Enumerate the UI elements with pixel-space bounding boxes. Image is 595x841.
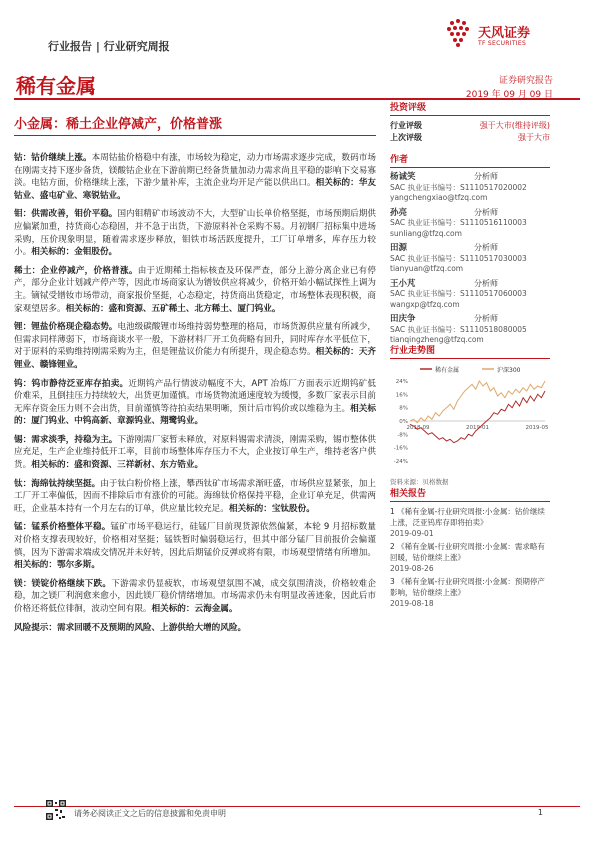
rating-section xyxy=(390,100,550,144)
related-stocks: 相关标的：盛和资源、三祥新材、东方锆业。 xyxy=(31,460,204,471)
rating-row: 上次评级 强于大市 xyxy=(390,133,550,142)
author-name: 王小芃 xyxy=(390,278,416,289)
author-license: SAC 执业证书编号：S1110518080005 xyxy=(390,324,527,334)
author-email[interactable]: sunliang@tfzq.com xyxy=(390,228,462,238)
y-tick-label: -8% xyxy=(397,432,408,439)
related-title: 相关报告 xyxy=(390,486,550,502)
related-report[interactable] xyxy=(390,506,550,539)
x-tick-label: 2019-05 xyxy=(525,425,549,431)
author-role: 分析师 xyxy=(474,314,498,323)
y-tick-label: 8% xyxy=(399,405,408,412)
page-number: 1 xyxy=(537,808,543,817)
trend-chart xyxy=(390,363,550,473)
series-line xyxy=(410,381,545,423)
headline: 小金属：稀土企业停减产，价格普涨 xyxy=(14,117,223,132)
author-role: 分析师 xyxy=(474,278,498,288)
chart-section xyxy=(390,343,550,486)
related-stocks: 相关标的：厦门钨业、中钨高新、章源钨业、翔鹭钨业。 xyxy=(14,403,376,427)
authors-title: 作者 xyxy=(390,152,550,168)
logo-subtext: TF SECURITIES xyxy=(478,40,527,47)
related-report-date: 2019-09-01 xyxy=(390,529,434,538)
paragraph-text: 下游刚需厂家暂未释放，对原料锡需求清淡，刚需采购，锡市整体供应充足，生产企业维持低开工率，目前市场整体库存压力不大，企业按订单生产，维持老客户供货。 xyxy=(14,434,376,471)
rating-title: 投资评级 xyxy=(390,100,550,116)
body-paragraph xyxy=(14,152,376,202)
related-stocks: 相关标的：华友钴业、盛屯矿业、寒锐钴业。 xyxy=(14,178,376,201)
related-report-date: 2019-08-18 xyxy=(390,599,434,608)
report-date: 2019 年 09 月 09 日 xyxy=(465,90,553,100)
author-license: SAC 执业证书编号：S1110517020002 xyxy=(390,182,527,192)
paragraph-lead: 锂：锂盐价格现企稳态势。 xyxy=(14,322,118,333)
paragraph-lead: 镁：镁锭价格继续下跌。 xyxy=(14,578,112,589)
body-paragraph xyxy=(14,378,376,428)
body-paragraph xyxy=(14,321,376,371)
paragraph-lead: 稀土：企业停减产，价格普涨。 xyxy=(14,265,138,276)
author-license: SAC 执业证书编号：S1110517030003 xyxy=(390,253,527,263)
author-entry xyxy=(390,243,550,275)
logo-text: 天风证券 xyxy=(478,26,531,41)
chart-source: 资料来源：贝格数据 xyxy=(390,478,449,486)
rating-row: 行业评级 强于大市(维持评级) xyxy=(390,121,550,130)
paragraph-lead: 锰：锰系价格整体平稳。 xyxy=(14,522,111,533)
body-text xyxy=(14,152,376,640)
y-tick-label: 24% xyxy=(395,379,408,385)
related-report-title[interactable]: 3 《稀有金属-行业研究周报:小金属：预期停产影响，钴价继续上涨》 xyxy=(390,577,545,597)
author-email[interactable]: wangxp@tfzq.com xyxy=(390,299,460,309)
paragraph-text: 锰矿市场平稳运行，硅锰厂目前现货源依然偏紧，本轮 9 月招标数量对价格支撑表现较好，价格相对坚挺；锰铁暂时偏弱稳运行，但其中部分锰厂目前报价会偏谨慎，因为下游需求端成交情况并未好转，因此后期锰价反弹或将有限，市场观望情绪有所增加。 xyxy=(14,522,376,558)
industry-title: 稀有金属 xyxy=(16,74,96,98)
author-entry xyxy=(390,208,550,240)
author-license: SAC 执业证书编号：S1110517060003 xyxy=(390,289,527,298)
author-entry xyxy=(390,172,550,204)
series-line xyxy=(410,391,545,443)
author-role: 分析师 xyxy=(474,207,498,217)
footer-disclaimer: 请务必阅读正文之后的信息披露和免责申明 xyxy=(74,809,226,818)
author-name: 孙亮 xyxy=(390,207,408,218)
x-tick-label: 2019-01 xyxy=(466,425,489,431)
risk-lead: 风险提示： xyxy=(14,622,57,633)
author-name: 杨诚笑 xyxy=(390,172,416,182)
author-entry xyxy=(390,314,550,346)
related-section xyxy=(390,486,550,611)
author-email[interactable]: tianqingzheng@tfzq.com xyxy=(390,335,484,344)
paragraph-text: 由于近期稀土指标核查及环保严查，部分上游分离企业已有停产，部分企业计划减产停产等，因此市场商家认为镨钕供应将减少，价格开始小幅试探性上调为主。镝铽受镨钕市场带动，商家报价坚挺，心态稳定，持货商出货稳定，市场整体表现积极，商家观望居多。 xyxy=(14,265,376,314)
paragraph-text: 近期钨产品行情波动幅度不大，APT 冶炼厂方面表示近期钨矿低价难采，且倒挂压力持续较大，出货更加谨慎。市场货物流通速度较为缓慢，多数厂家表示目前无库存资金压力则不会出货，目前谨慎等待拍卖结果明晰，预计后市钨价或以维稳为主。 xyxy=(14,378,376,414)
paragraph-text: 电池级碳酸锂市场维持弱势整理的格局，市场货源供应量有所减少，但需求同样薄弱下，市场商谈水平一般，下游材料厂开工负荷略有回升，同时库存水平低位下，对于原料的采购维持刚需采购为主，但是锂盐议价能力有所提升，现企稳态势。 xyxy=(14,322,376,358)
related-stocks: 相关标的：天齐锂业、赣锋锂业。 xyxy=(14,347,376,370)
body-paragraph xyxy=(14,208,376,258)
legend-label: 稀有金属 xyxy=(435,367,460,374)
x-tick-label: 2018-09 xyxy=(406,425,430,431)
paragraph-lead: 钴：钴价继续上涨。 xyxy=(14,153,92,163)
paragraph-text: 国内钼精矿市场波动不大，大型矿山长单价格坚挺，市场预期后期供应偏紧加重，持货商心态稳固，并不急于出货，下游原料补仓采购不易。月初钢厂招标集中进场采购，压价现象明显，随着需求逐步释放，钼铁市场活跃度提升，工厂订单增多，库存压力较小。 xyxy=(14,209,376,258)
risk-text: 需求回暖不及预期的风险、上游供给大增的风险。 xyxy=(56,622,247,633)
y-tick-label: 0% xyxy=(399,419,408,425)
author-role: 分析师 xyxy=(474,172,498,181)
report-type: 证券研究报告 xyxy=(498,76,553,86)
paragraph-lead: 钨：钨市静待泛亚库存拍卖。 xyxy=(14,378,129,389)
author-license: SAC 执业证书编号：S1110516110003 xyxy=(390,218,527,227)
author-email[interactable]: tianyuan@tfzq.com xyxy=(390,264,464,273)
risk-warning xyxy=(14,622,376,635)
paragraph-lead: 锡：需求淡季，持稳为主。 xyxy=(14,434,118,445)
body-paragraph xyxy=(14,478,376,516)
body-paragraph xyxy=(14,265,376,315)
y-tick-label: -16% xyxy=(393,445,408,452)
logo-mark-icon xyxy=(444,18,472,48)
y-tick-label: -24% xyxy=(393,459,408,465)
qr-code-icon xyxy=(46,800,66,820)
author-email[interactable]: yangchengxiao@tfzq.com xyxy=(390,193,488,202)
paragraph-text: 本周钴盐价格稳中有涨，市场较为稳定，动力市场需求逐步完成，数码市场在刚需支持下逐步备货，镁酸钴企业在下游前期已经备货量加动力需求尚且平稳的影响下交易寡淡。电钴方面，价格继续上涨，下游少量补库，主流企业均开足产能以供出口。 xyxy=(14,153,376,189)
paragraph-text: 下游需求仍显疲软，市场观望氛围不减，成交氛围清淡，价格较难企稳，加之镁厂利润愈来愈小，因此镁厂稳价情绪增加。市场需求仍未有明显改善迹象，因此后市价格还将低位徘徊，波动空间有限。 xyxy=(14,578,376,614)
paragraph-lead: 钼：供需改善，钼价平稳。 xyxy=(14,209,118,220)
related-stocks: 相关标的：鄂尔多斯。 xyxy=(14,560,100,571)
legend-label: 沪深300 xyxy=(497,367,521,374)
authors-section xyxy=(390,152,550,350)
paragraph-text: 由于钛白粉价格上涨，攀西钛矿市场需求渐旺盛，市场供应显紧张，加上工厂开工率偏低，因而不排除后市有涨价的可能。海绵钛价格保持平稳，企业订单充足，供需两旺，企业基本持有一个月左右的订单，供应量比较充足。 xyxy=(14,478,376,514)
related-stocks: 相关标的：宝钛股份。 xyxy=(228,503,315,514)
related-report[interactable] xyxy=(390,541,550,574)
body-paragraph xyxy=(14,578,376,616)
related-report-title[interactable]: 1 《稀有金属-行业研究周报:小金属：钴价继续上涨，泛亚钨库存即将拍卖》 xyxy=(390,507,545,527)
related-stocks: 相关标的：金钼股份。 xyxy=(31,247,118,258)
headline-divider xyxy=(14,135,376,136)
paragraph-lead: 钛：海绵钛持续坚挺。 xyxy=(14,478,101,489)
related-stocks: 相关标的：盛和资源、五矿稀土、北方稀土、厦门钨业。 xyxy=(65,303,281,314)
related-report[interactable] xyxy=(390,576,550,609)
author-role: 分析师 xyxy=(474,243,498,252)
report-category: 行业报告 | 行业研究周报 xyxy=(48,40,170,53)
body-paragraph xyxy=(14,434,376,472)
author-entry xyxy=(390,279,550,311)
y-tick-label: 16% xyxy=(395,392,408,399)
chart-title: 行业走势图 xyxy=(390,343,550,359)
footer-divider xyxy=(14,806,580,807)
related-report-date: 2019-08-26 xyxy=(390,564,434,573)
body-paragraph xyxy=(14,521,376,571)
related-stocks: 相关标的：云海金属。 xyxy=(151,604,238,614)
author-name: 田源 xyxy=(390,243,408,253)
author-name: 田庆争 xyxy=(390,314,416,324)
related-report-title[interactable]: 2 《稀有金属-行业研究周报:小金属：需求略有回暖，钴价继续上涨》 xyxy=(390,542,545,562)
